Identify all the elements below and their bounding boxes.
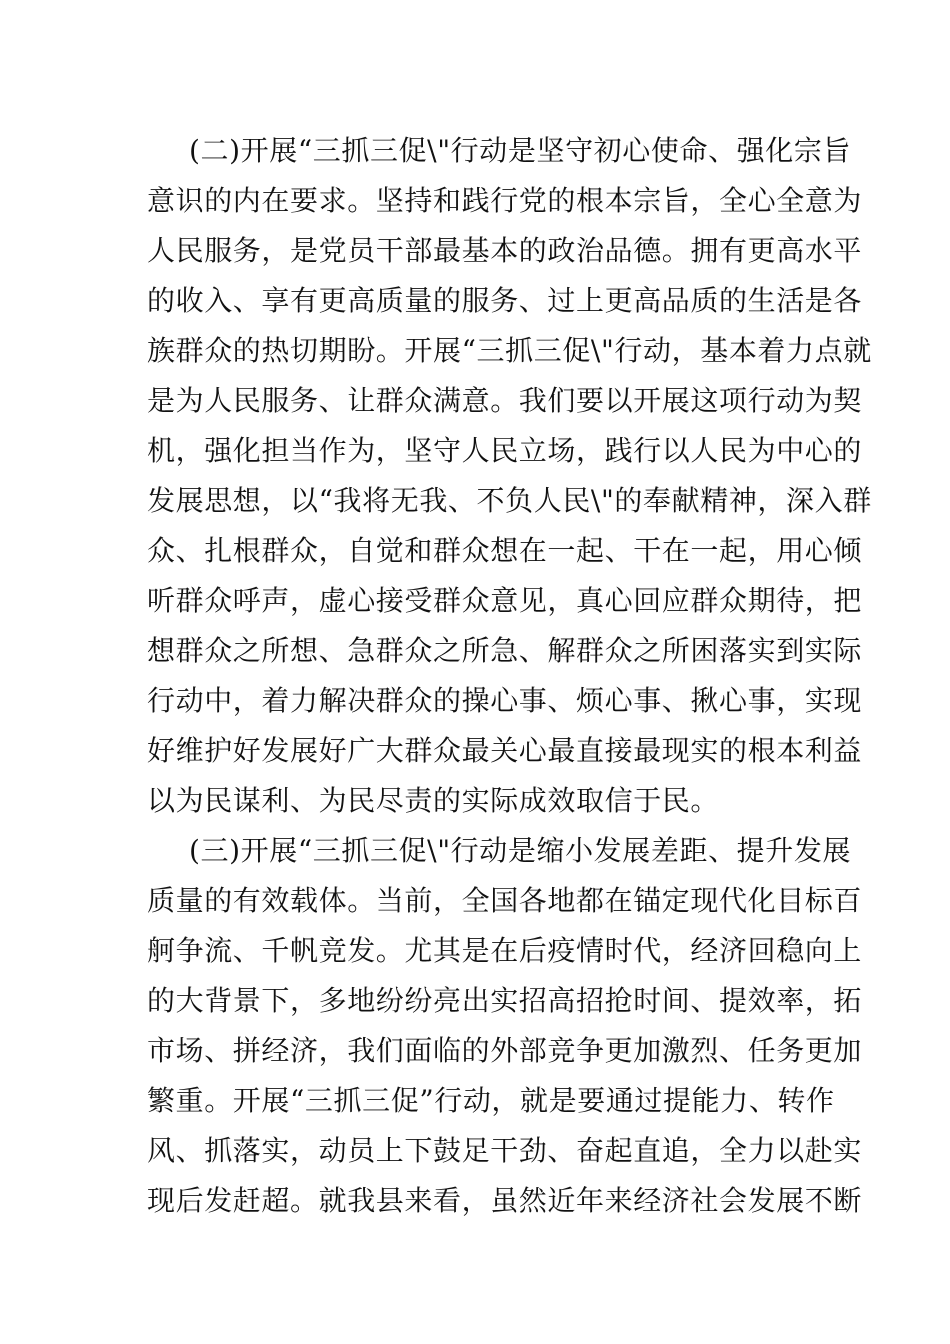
paragraph-2-line-1: (二)开展“三抓三促\"行动是坚守初心使命、强化宗旨 — [189, 134, 852, 167]
paragraph-3-line-2: 质量的有效载体。当前，全国各地都在锚定现代化目标百 — [147, 884, 863, 917]
paragraph-2-line-5: 族群众的热切期盼。开展“三抓三促\"行动，基本着力点就 — [147, 334, 872, 367]
paragraph-2-line-13: 好维护好发展好广大群众最关心最直接最现实的根本利益 — [147, 734, 863, 767]
paragraph-3-line-4: 的大背景下，多地纷纷亮出实招高招抢时间、提效率，拓 — [147, 984, 863, 1017]
paragraph-2-line-7: 机，强化担当作为，坚守人民立场，践行以人民为中心的 — [147, 434, 863, 467]
paragraph-2-line-2: 意识的内在要求。坚持和践行党的根本宗旨，全心全意为 — [147, 184, 863, 217]
paragraph-3-line-6: 繁重。开展“三抓三促”行动，就是要通过提能力、转作 — [147, 1084, 835, 1117]
paragraph-3-line-1: (三)开展“三抓三促\"行动是缩小发展差距、提升发展 — [189, 834, 852, 867]
paragraph-3-line-8: 现后发赶超。就我县来看，虽然近年来经济社会发展不断 — [147, 1184, 863, 1217]
paragraph-2-line-9: 众、扎根群众，自觉和群众想在一起、干在一起，用心倾 — [147, 534, 863, 567]
paragraph-2-line-6: 是为人民服务、让群众满意。我们要以开展这项行动为契 — [147, 384, 863, 417]
paragraph-2-line-3: 人民服务，是党员干部最基本的政治品德。拥有更高水平 — [147, 234, 863, 267]
paragraph-2-line-10: 听群众呼声，虚心接受群众意见，真心回应群众期待，把 — [147, 584, 863, 617]
paragraph-2-line-14: 以为民谋利、为民尽责的实际成效取信于民。 — [147, 784, 720, 817]
paragraph-2-line-12: 行动中，着力解决群众的操心事、烦心事、揪心事，实现 — [147, 684, 863, 717]
paragraph-2-line-8: 发展思想，以“我将无我、不负人民\"的奉献精神，深入群 — [147, 484, 872, 517]
paragraph-2-line-4: 的收入、享有更高质量的服务、过上更高品质的生活是各 — [147, 284, 863, 317]
paragraph-3-line-5: 市场、拼经济，我们面临的外部竞争更加激烈、任务更加 — [147, 1034, 863, 1067]
paragraph-2-line-11: 想群众之所想、急群众之所急、解群众之所困落实到实际 — [147, 634, 863, 667]
paragraph-3-line-7: 风、抓落实，动员上下鼓足干劲、奋起直追，全力以赴实 — [147, 1134, 863, 1167]
paragraph-3-line-3: 舸争流、千帆竞发。尤其是在后疫情时代，经济回稳向上 — [147, 934, 863, 967]
